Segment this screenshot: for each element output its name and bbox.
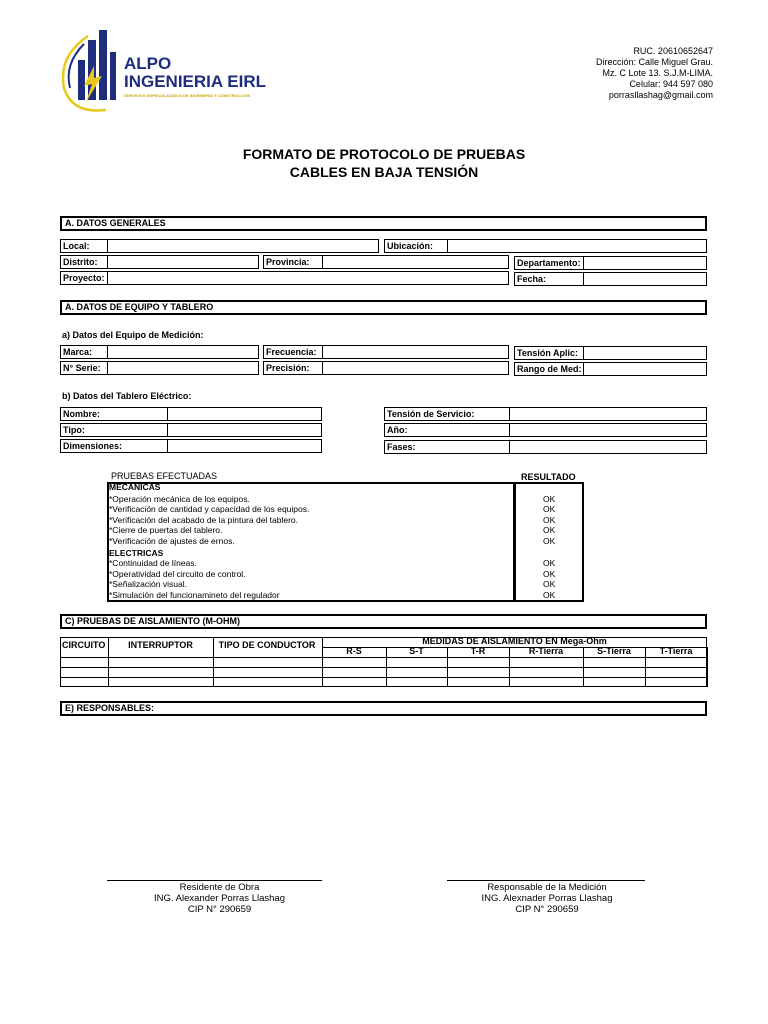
label-nombre: Nombre: <box>60 407 168 421</box>
prueba-result: OK <box>543 558 556 569</box>
prueba-item: *Operación mecánica de los equipos. <box>109 493 250 504</box>
signature-block-left <box>107 882 332 915</box>
prueba-result: OK <box>543 514 556 525</box>
label-frecuencia: Frecuencia: <box>263 345 323 359</box>
table-cell[interactable] <box>108 677 213 687</box>
label-tension-servicio: Tensión de Servicio: <box>384 407 510 421</box>
table-cell[interactable] <box>386 657 447 667</box>
table-cell[interactable] <box>386 677 447 687</box>
table-cell[interactable] <box>447 657 509 667</box>
table-cell[interactable] <box>213 677 322 687</box>
table-cell[interactable] <box>213 667 322 677</box>
sub-col-2: T-R <box>470 646 486 656</box>
sub-col-3: R-Tierra <box>528 646 564 656</box>
label-distrito: Distrito: <box>60 255 108 269</box>
table-cell[interactable] <box>322 677 386 687</box>
company-name-line2: INGENIERIA EIRL <box>124 72 266 91</box>
field-local[interactable] <box>107 239 379 253</box>
label-proyecto: Proyecto: <box>60 271 108 285</box>
sub-col-4: S-Tierra <box>597 646 631 656</box>
prueba-item: *Simulación del funcionamineto del regulador <box>109 590 280 600</box>
pruebas-group-electricas: ELECTRICAS <box>109 547 164 558</box>
prueba-result: OK <box>543 493 556 504</box>
section-header-aislamiento: C) PRUEBAS DE AISLAMIENTO (M-OHM) <box>60 614 707 629</box>
phone: Celular: 944 597 080 <box>629 79 713 89</box>
label-tipo: Tipo: <box>60 423 168 437</box>
table-cell[interactable] <box>645 677 707 687</box>
signature-right-cip: CIP N° 290659 <box>515 904 579 915</box>
prueba-item: *Cierre de puertas del tablero. <box>109 525 223 536</box>
label-local: Local: <box>60 239 108 253</box>
table-cell[interactable] <box>60 667 108 677</box>
table-cell[interactable] <box>583 677 645 687</box>
company-tagline: SERVICIOS ESPECIALIZADOS DE INGENIERIA Y CONSTRUCCION <box>124 93 251 98</box>
section-header-responsables: E) RESPONSABLES: <box>60 701 707 716</box>
signature-left-role: Residente de Obra <box>179 882 260 893</box>
field-nombre[interactable] <box>167 407 322 421</box>
label-dimensiones: Dimensiones: <box>60 439 168 453</box>
company-name-line1: ALPO <box>124 54 172 73</box>
label-rango: Rango de Med: <box>514 362 584 376</box>
label-tension-aplic: Tensión Aplic: <box>514 346 584 360</box>
signature-right-role: Responsable de la Medición <box>487 882 607 893</box>
prueba-item: *Continuidad de líneas. <box>109 558 197 569</box>
field-fecha[interactable] <box>583 272 707 286</box>
sub-col-5: T-Tierra <box>659 646 693 656</box>
field-serie[interactable] <box>107 361 259 375</box>
table-cell[interactable] <box>322 657 386 667</box>
field-frecuencia[interactable] <box>322 345 509 359</box>
document-title-line1: FORMATO DE PROTOCOLO DE PRUEBAS <box>242 146 526 162</box>
section-header-datos-generales: A. DATOS GENERALES <box>60 216 707 231</box>
prueba-result: OK <box>543 579 556 590</box>
subheader-tablero-electrico: b) Datos del Tablero Eléctrico: <box>62 391 192 401</box>
col-medidas: MEDIDAS DE AISLAMIENTO EN Mega-Ohm <box>422 637 607 646</box>
field-dimensiones[interactable] <box>167 439 322 453</box>
field-provincia[interactable] <box>322 255 509 269</box>
signature-left-cip: CIP N° 290659 <box>187 904 252 915</box>
prueba-result: OK <box>543 525 556 536</box>
company-contact <box>596 46 713 101</box>
table-cell[interactable] <box>60 677 108 687</box>
sub-col-1: S-T <box>409 646 424 656</box>
col-interruptor: INTERRUPTOR <box>128 640 193 650</box>
resultado-header: RESULTADO <box>521 472 576 482</box>
prueba-result: OK <box>543 536 556 546</box>
col-circuito: CIRCUITO <box>62 640 106 650</box>
table-cell[interactable] <box>583 657 645 667</box>
label-ubicacion: Ubicación: <box>384 239 448 253</box>
field-tipo[interactable] <box>167 423 322 437</box>
table-cell[interactable] <box>645 667 707 677</box>
table-cell[interactable] <box>213 657 322 667</box>
label-fases: Fases: <box>384 440 510 454</box>
field-ubicacion[interactable] <box>447 239 707 253</box>
table-cell[interactable] <box>108 657 213 667</box>
label-provincia: Provincia: <box>263 255 323 269</box>
address-line2: Mz. C Lote 13. S.J.M-LIMA. <box>602 68 713 78</box>
field-departamento[interactable] <box>583 256 707 270</box>
label-departamento: Departamento: <box>514 256 584 270</box>
field-proyecto[interactable] <box>107 271 509 285</box>
section-header-datos-equipo: A. DATOS DE EQUIPO Y TABLERO <box>60 300 707 315</box>
signature-block-right <box>442 882 652 915</box>
field-precision[interactable] <box>322 361 509 375</box>
signature-right-name: ING. Alexnader Porras Llashag <box>481 893 613 904</box>
pruebas-group-mecanicas: MECANICAS <box>109 482 161 492</box>
field-anio[interactable] <box>509 423 707 437</box>
pruebas-header: PRUEBAS EFECTUADAS <box>111 471 218 481</box>
prueba-item: *Operatividad del circuito de control. <box>109 568 246 579</box>
col-tipo-conductor: TIPO DE CONDUCTOR <box>218 640 316 650</box>
table-cell[interactable] <box>509 657 583 667</box>
table-cell[interactable] <box>108 667 213 677</box>
table-cell[interactable] <box>509 667 583 677</box>
table-cell[interactable] <box>386 667 447 677</box>
field-rango[interactable] <box>583 362 707 376</box>
label-serie: N° Serie: <box>60 361 108 375</box>
document-title-line2: CABLES EN BAJA TENSIÓN <box>289 164 479 180</box>
address-line1: Dirección: Calle Miguel Grau. <box>595 57 713 67</box>
prueba-result: OK <box>543 504 556 515</box>
signature-left-name: ING. Alexander Porras Llashag <box>154 893 285 904</box>
field-marca[interactable] <box>107 345 259 359</box>
prueba-result: OK <box>543 568 556 579</box>
field-tension-servicio[interactable] <box>509 407 707 421</box>
prueba-result: OK <box>543 590 556 600</box>
table-cell[interactable] <box>509 677 583 687</box>
signature-line-left <box>107 880 322 881</box>
email: porrasllashag@gmail.com <box>608 90 713 100</box>
label-marca: Marca: <box>60 345 108 359</box>
prueba-item: *Verificación de ajustes de ernos. <box>109 536 235 546</box>
table-cell[interactable] <box>447 667 509 677</box>
field-distrito[interactable] <box>107 255 259 269</box>
table-cell[interactable] <box>447 677 509 687</box>
label-precision: Precisión: <box>263 361 323 375</box>
table-cell[interactable] <box>60 657 108 667</box>
sub-col-0: R-S <box>346 646 362 656</box>
field-fases[interactable] <box>509 440 707 454</box>
table-cell[interactable] <box>645 657 707 667</box>
table-cell[interactable] <box>583 667 645 677</box>
signature-line-right <box>447 880 645 881</box>
label-fecha: Fecha: <box>514 272 584 286</box>
label-anio: Año: <box>384 423 510 437</box>
ruc: RUC. 20610652647 <box>633 46 713 56</box>
field-tension-aplic[interactable] <box>583 346 707 360</box>
prueba-item: *Verificación de cantidad y capacidad de los equipos. <box>109 504 310 515</box>
table-vline <box>707 647 708 687</box>
prueba-item: *Señalización visual. <box>109 579 187 590</box>
subheader-equipo-medicion: a) Datos del Equipo de Medición: <box>62 330 204 340</box>
prueba-item: *Verificación del acabado de la pintura del tablero. <box>109 514 299 525</box>
table-cell[interactable] <box>322 667 386 677</box>
